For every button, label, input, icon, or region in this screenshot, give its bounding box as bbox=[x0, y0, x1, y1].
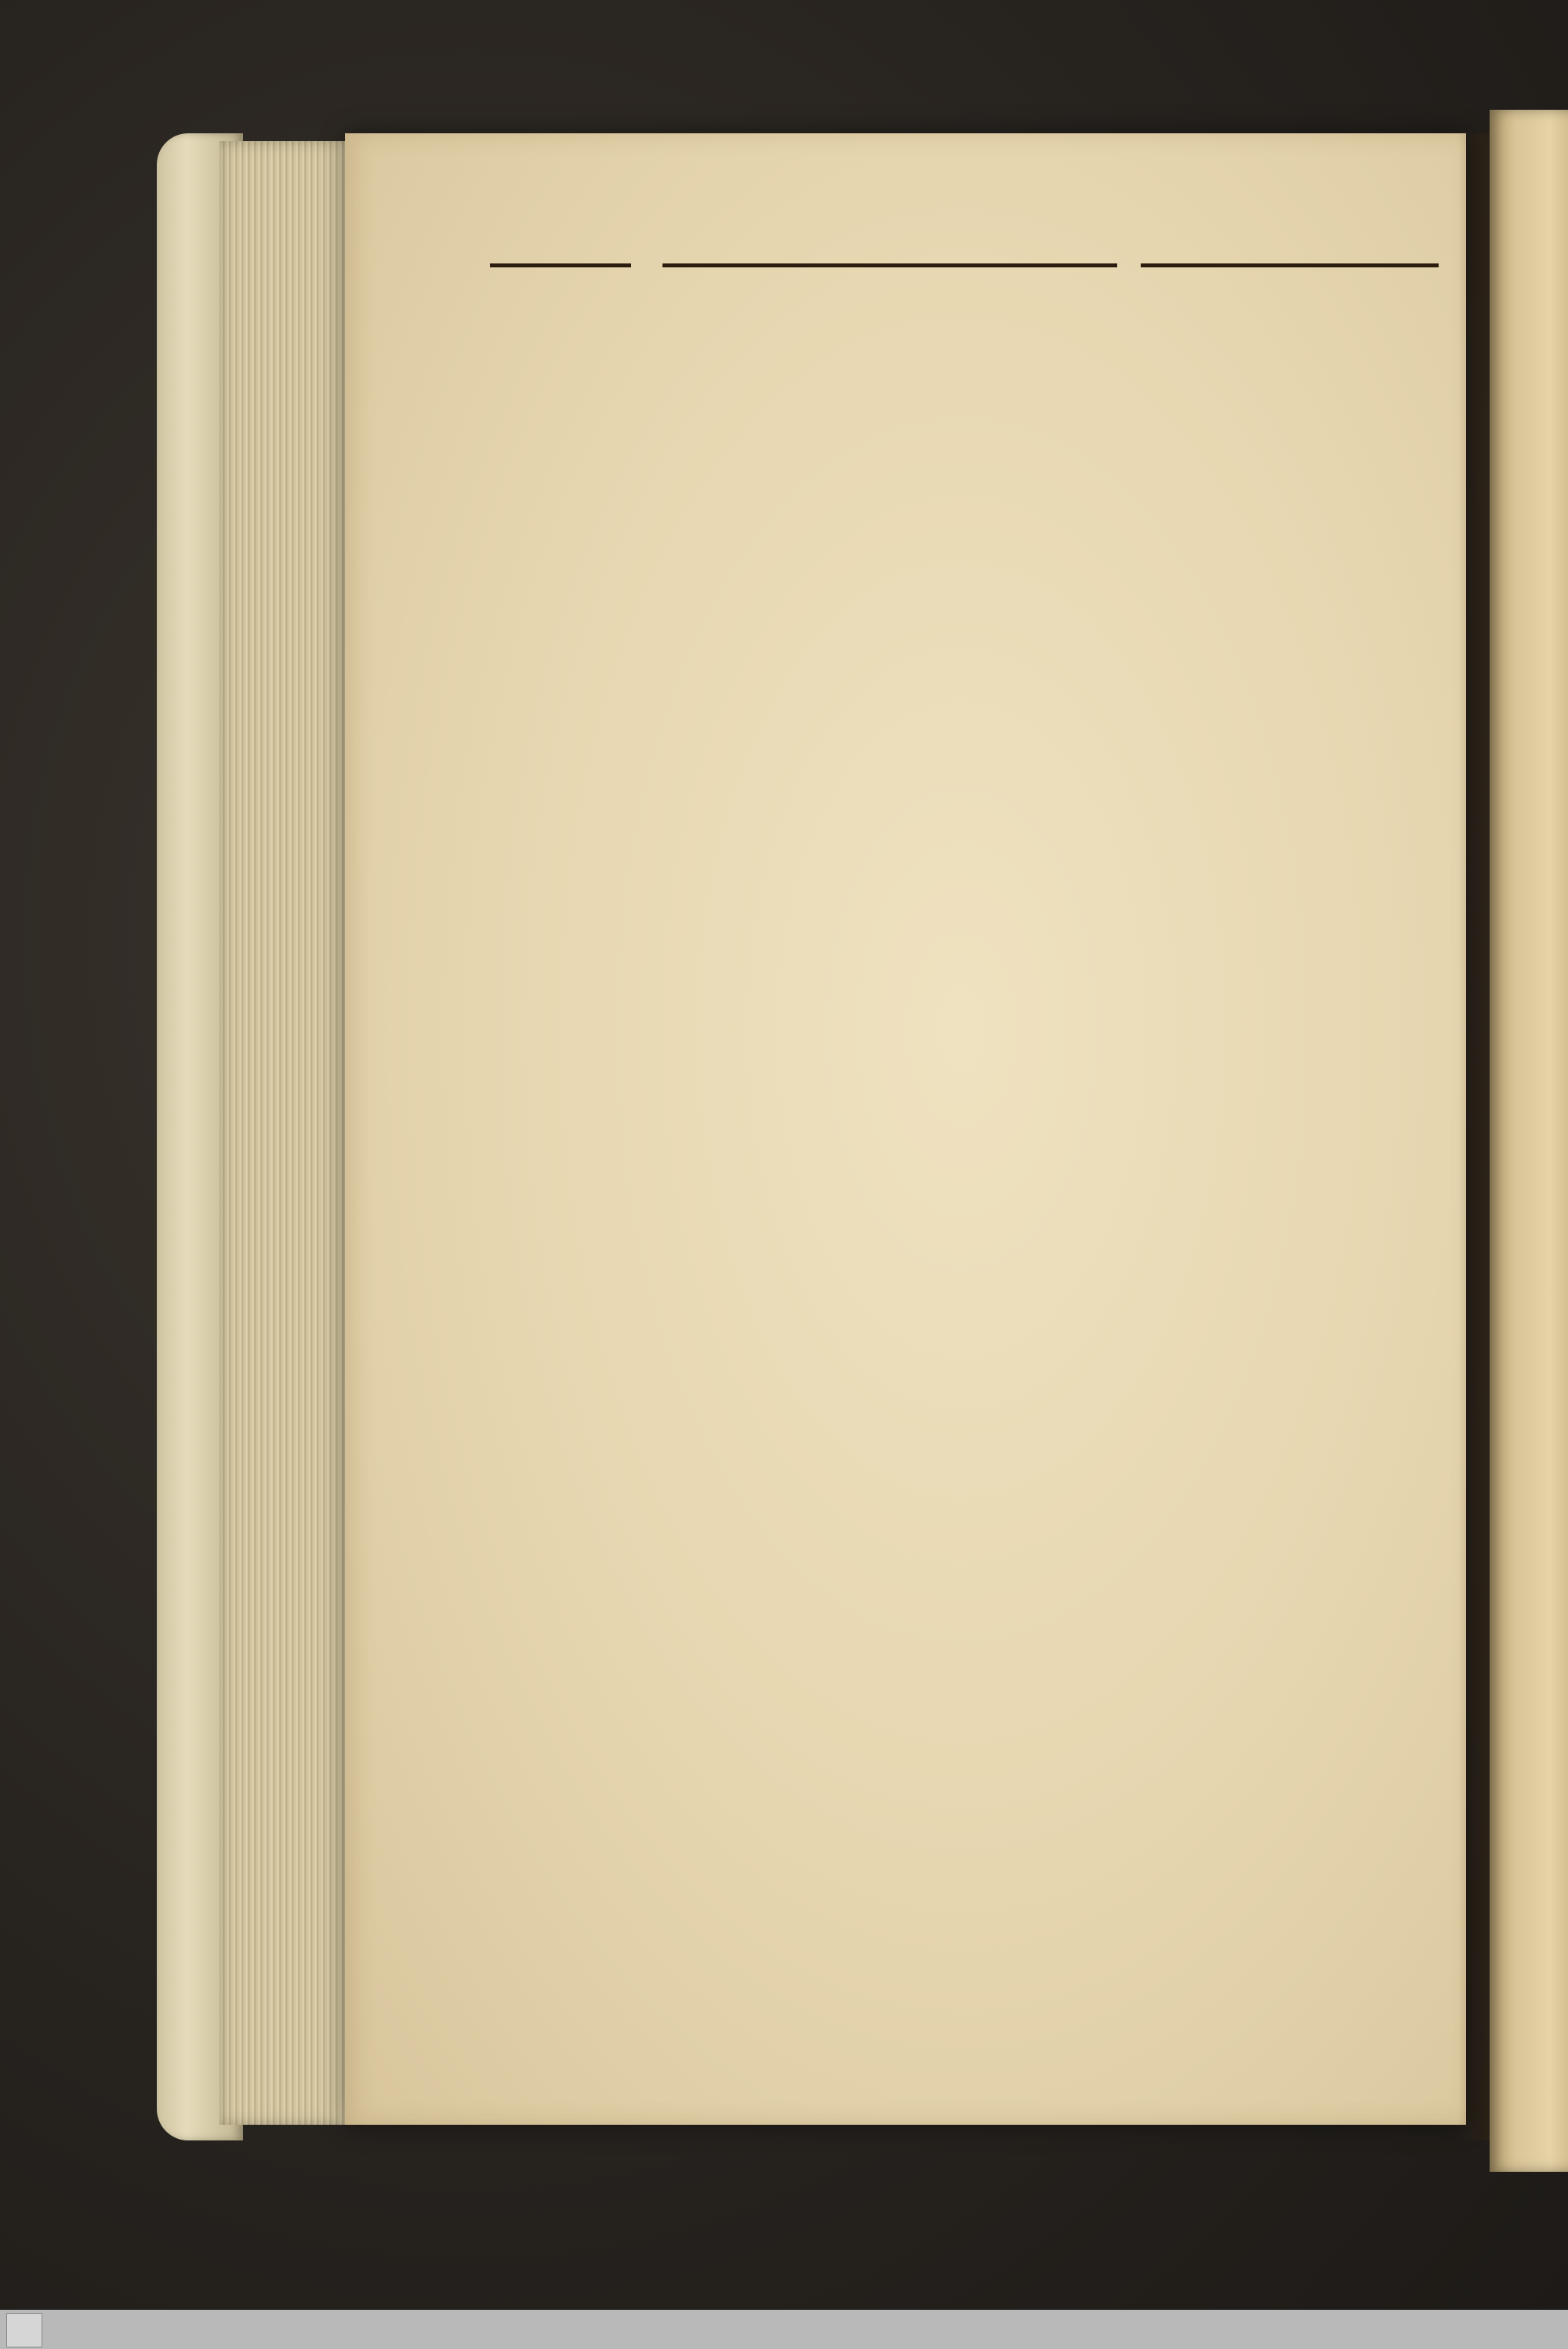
adjacent-page bbox=[1490, 110, 1568, 2172]
header-rule-right bbox=[1141, 263, 1439, 267]
header-rule-left bbox=[490, 263, 631, 267]
viewer-bottom-bar bbox=[0, 2310, 1568, 2349]
page-header bbox=[490, 188, 1439, 274]
page-edges bbox=[220, 141, 361, 2125]
header-rule-middle bbox=[662, 263, 1117, 267]
library-logo bbox=[6, 2313, 42, 2347]
book-page bbox=[345, 133, 1466, 2125]
book bbox=[157, 133, 1490, 2156]
